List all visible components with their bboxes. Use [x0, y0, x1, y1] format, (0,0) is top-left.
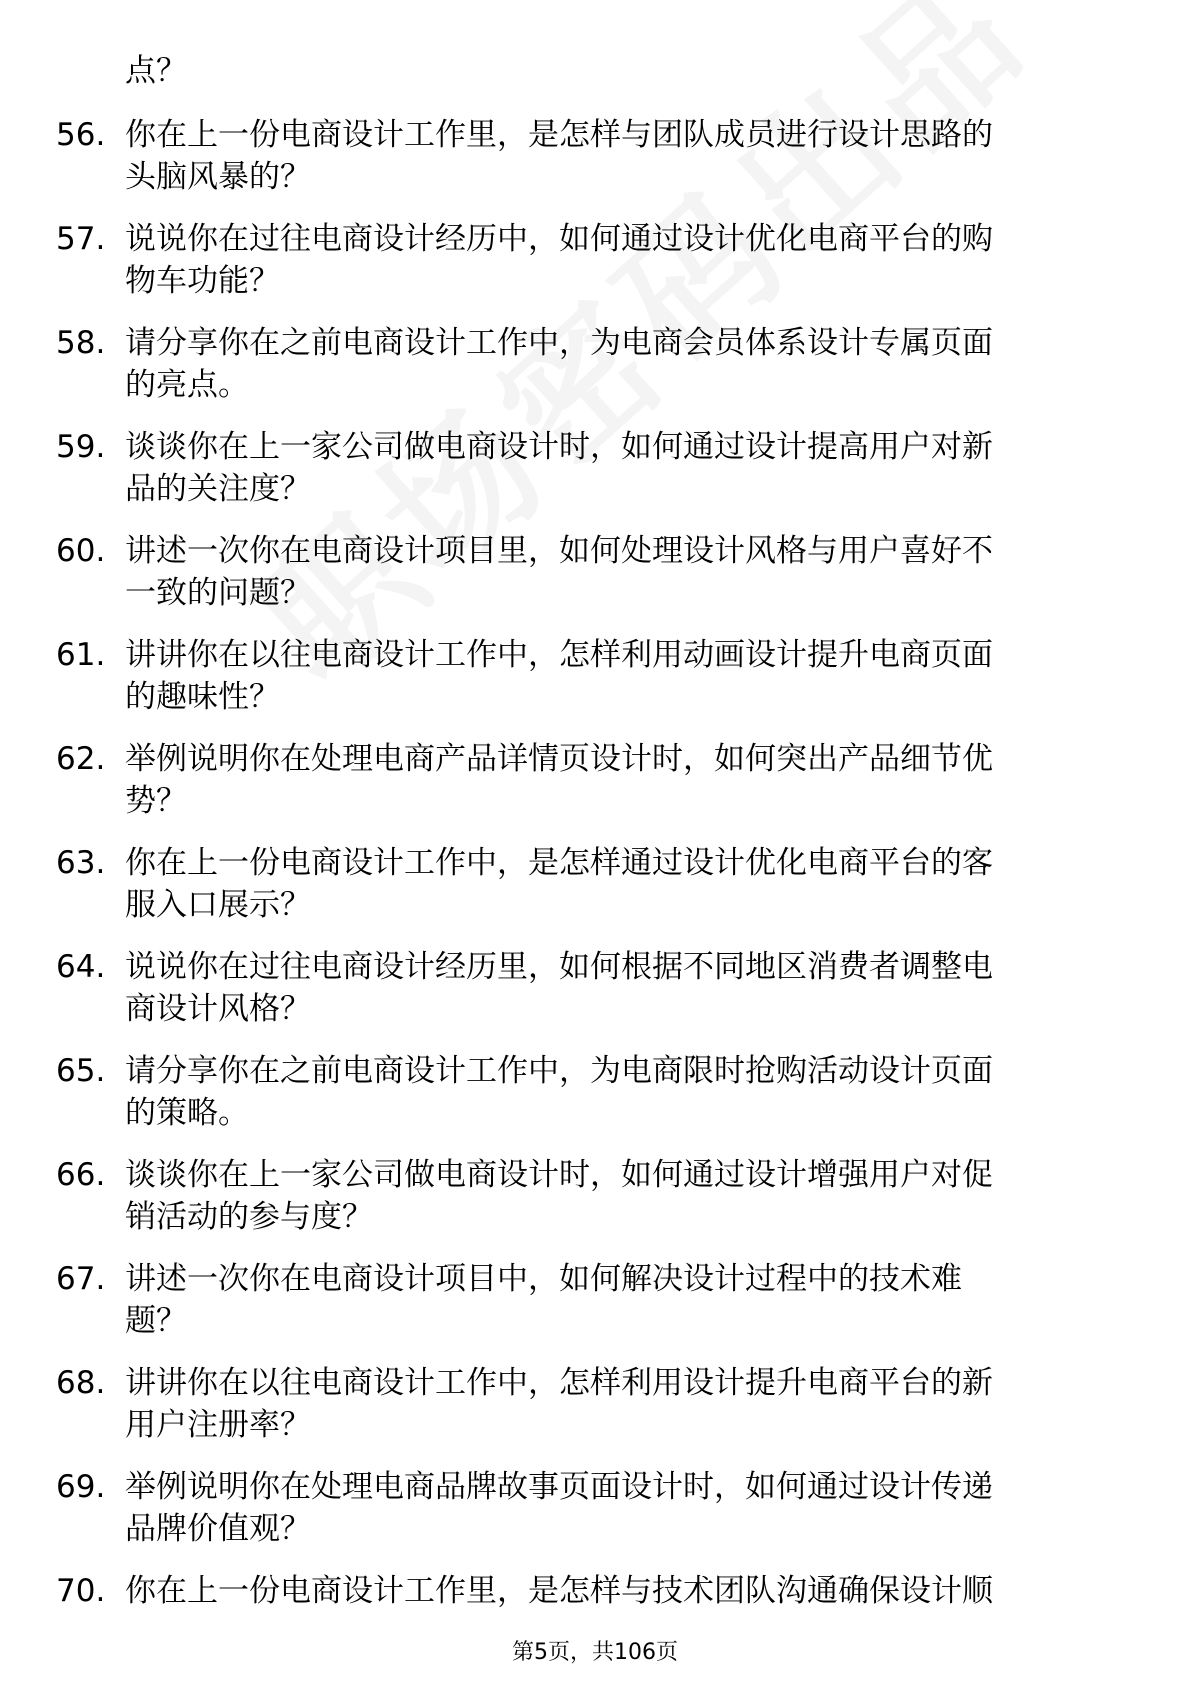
question-text-line2: 商设计风格？: [125, 991, 311, 1027]
question-text-line1: 说说你在过往电商设计经历中，如何通过设计优化电商平台的购: [125, 221, 993, 257]
question-number: 70.: [56, 1573, 106, 1609]
question-text-line1: 谈谈你在上一家公司做电商设计时，如何通过设计增强用户对促: [125, 1157, 993, 1193]
question-text-line1: 讲讲你在以往电商设计工作中，怎样利用设计提升电商平台的新: [125, 1365, 993, 1401]
question-text-line2: 服入口展示？: [125, 887, 311, 923]
question-text-line1: 你在上一份电商设计工作里，是怎样与技术团队沟通确保设计顺: [125, 1573, 993, 1609]
question-text-line2: 的策略。: [125, 1095, 249, 1131]
question-text-line1: 讲讲你在以往电商设计工作中，怎样利用动画设计提升电商页面: [125, 637, 993, 673]
question-item: [0, 426, 1190, 530]
question-item: [0, 114, 1190, 218]
question-number: 62.: [56, 741, 106, 777]
page-footer: 第5页，共106页: [512, 1640, 678, 1665]
question-text-line2: 一致的问题？: [125, 575, 311, 611]
question-item: [0, 738, 1190, 842]
question-number: 59.: [56, 429, 106, 465]
question-item: [0, 946, 1190, 1050]
question-number: 57.: [56, 221, 106, 257]
question-list: [0, 114, 1190, 1674]
question-item: [0, 1154, 1190, 1258]
question-number: 63.: [56, 845, 106, 881]
question-number: 67.: [56, 1261, 106, 1297]
question-number: 65.: [56, 1053, 106, 1089]
question-text-line2: 的亮点。: [125, 367, 249, 403]
question-text-line1: 谈谈你在上一家公司做电商设计时，如何通过设计提高用户对新: [125, 429, 993, 465]
question-text-line2: 品的关注度？: [125, 471, 311, 507]
question-text-line1: 你在上一份电商设计工作中，是怎样通过设计优化电商平台的客: [125, 845, 993, 881]
question-number: 61.: [56, 637, 106, 673]
question-text-line1: 举例说明你在处理电商品牌故事页面设计时，如何通过设计传递: [125, 1469, 993, 1505]
question-item: [0, 1258, 1190, 1362]
question-item: [0, 218, 1190, 322]
question-text-line2: 用户注册率？: [125, 1407, 311, 1443]
question-number: 56.: [56, 117, 106, 153]
question-text-line1: 请分享你在之前电商设计工作中，为电商会员体系设计专属页面: [125, 325, 993, 361]
question-text-line2: 势？: [125, 783, 187, 819]
question-text-line1: 举例说明你在处理电商产品详情页设计时，如何突出产品细节优: [125, 741, 993, 777]
question-text-line2: 销活动的参与度？: [125, 1199, 373, 1235]
question-number: 68.: [56, 1365, 106, 1401]
question-item: [0, 842, 1190, 946]
question-text-line1: 你在上一份电商设计工作里，是怎样与团队成员进行设计思路的: [125, 117, 993, 153]
question-text-line2: 题？: [125, 1303, 187, 1339]
question-number: 64.: [56, 949, 106, 985]
question-item: [0, 634, 1190, 738]
question-number: 69.: [56, 1469, 106, 1505]
continuation-line: 点？: [125, 53, 187, 89]
question-text-line1: 请分享你在之前电商设计工作中，为电商限时抢购活动设计页面: [125, 1053, 993, 1089]
question-item: [0, 1362, 1190, 1466]
question-text-line2: 的趣味性？: [125, 679, 280, 715]
question-text-line1: 说说你在过往电商设计经历里，如何根据不同地区消费者调整电: [125, 949, 993, 985]
question-item: [0, 530, 1190, 634]
question-text-line1: 讲述一次你在电商设计项目中，如何解决设计过程中的技术难: [125, 1261, 962, 1297]
question-item: [0, 1466, 1190, 1570]
question-number: 60.: [56, 533, 106, 569]
question-text-line2: 品牌价值观？: [125, 1511, 311, 1547]
question-text-line1: 讲述一次你在电商设计项目里，如何处理设计风格与用户喜好不: [125, 533, 993, 569]
question-text-line2: 头脑风暴的？: [125, 159, 311, 195]
question-number: 66.: [56, 1157, 106, 1193]
question-text-line2: 物车功能？: [125, 263, 280, 299]
question-item: [0, 322, 1190, 426]
question-item: [0, 1050, 1190, 1154]
question-number: 58.: [56, 325, 106, 361]
